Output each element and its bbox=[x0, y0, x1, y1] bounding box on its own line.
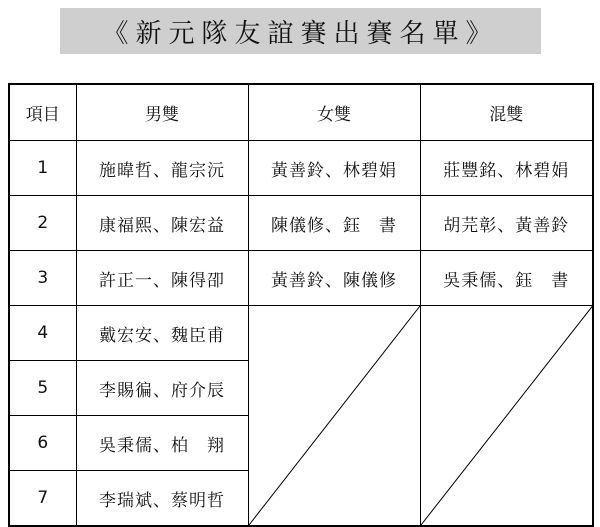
item-number: 6 bbox=[9, 416, 76, 471]
roster-table bbox=[8, 83, 594, 527]
mens-pair: 康福熙、陳宏益 bbox=[76, 196, 248, 251]
mixed-pair: 吳秉儒、鈺 書 bbox=[420, 251, 593, 306]
table-row bbox=[9, 251, 593, 306]
item-number: 7 bbox=[9, 471, 76, 527]
table-row bbox=[9, 196, 593, 251]
diagonal-line bbox=[249, 306, 420, 525]
diagonal-line bbox=[421, 306, 593, 525]
header-row bbox=[9, 84, 593, 141]
mens-pair: 李賜徧、府介辰 bbox=[76, 361, 248, 416]
womens-pair: 黃善鈴、林碧娟 bbox=[248, 141, 420, 196]
item-number: 3 bbox=[9, 251, 76, 306]
item-number: 4 bbox=[9, 306, 76, 361]
header-mixed-doubles: 混雙 bbox=[420, 84, 593, 141]
mens-pair: 李瑞斌、蔡明哲 bbox=[76, 471, 248, 527]
mixed-pair: 胡芫彰、黃善鈴 bbox=[420, 196, 593, 251]
mens-pair: 吳秉儒、柏 翔 bbox=[76, 416, 248, 471]
mens-pair: 施暐哲、龍宗沅 bbox=[76, 141, 248, 196]
item-number: 1 bbox=[9, 141, 76, 196]
mixed-pair: 莊豐銘、林碧娟 bbox=[420, 141, 593, 196]
item-number: 2 bbox=[9, 196, 76, 251]
header-womens-doubles: 女雙 bbox=[248, 84, 420, 141]
mens-pair: 許正一、陳得卲 bbox=[76, 251, 248, 306]
item-number: 5 bbox=[9, 361, 76, 416]
title-banner bbox=[60, 8, 541, 54]
mixed-empty-diagonal bbox=[420, 306, 593, 527]
mens-pair: 戴宏安、魏臣甫 bbox=[76, 306, 248, 361]
womens-pair: 陳儀修、鈺 書 bbox=[248, 196, 420, 251]
header-item: 項目 bbox=[9, 84, 76, 141]
table-row bbox=[9, 306, 593, 361]
womens-empty-diagonal bbox=[248, 306, 420, 527]
womens-pair: 黃善鈴、陳儀修 bbox=[248, 251, 420, 306]
table-row bbox=[9, 141, 593, 196]
document-title: 《新元隊友誼賽出賽名單》 bbox=[102, 18, 499, 49]
header-mens-doubles: 男雙 bbox=[76, 84, 248, 141]
